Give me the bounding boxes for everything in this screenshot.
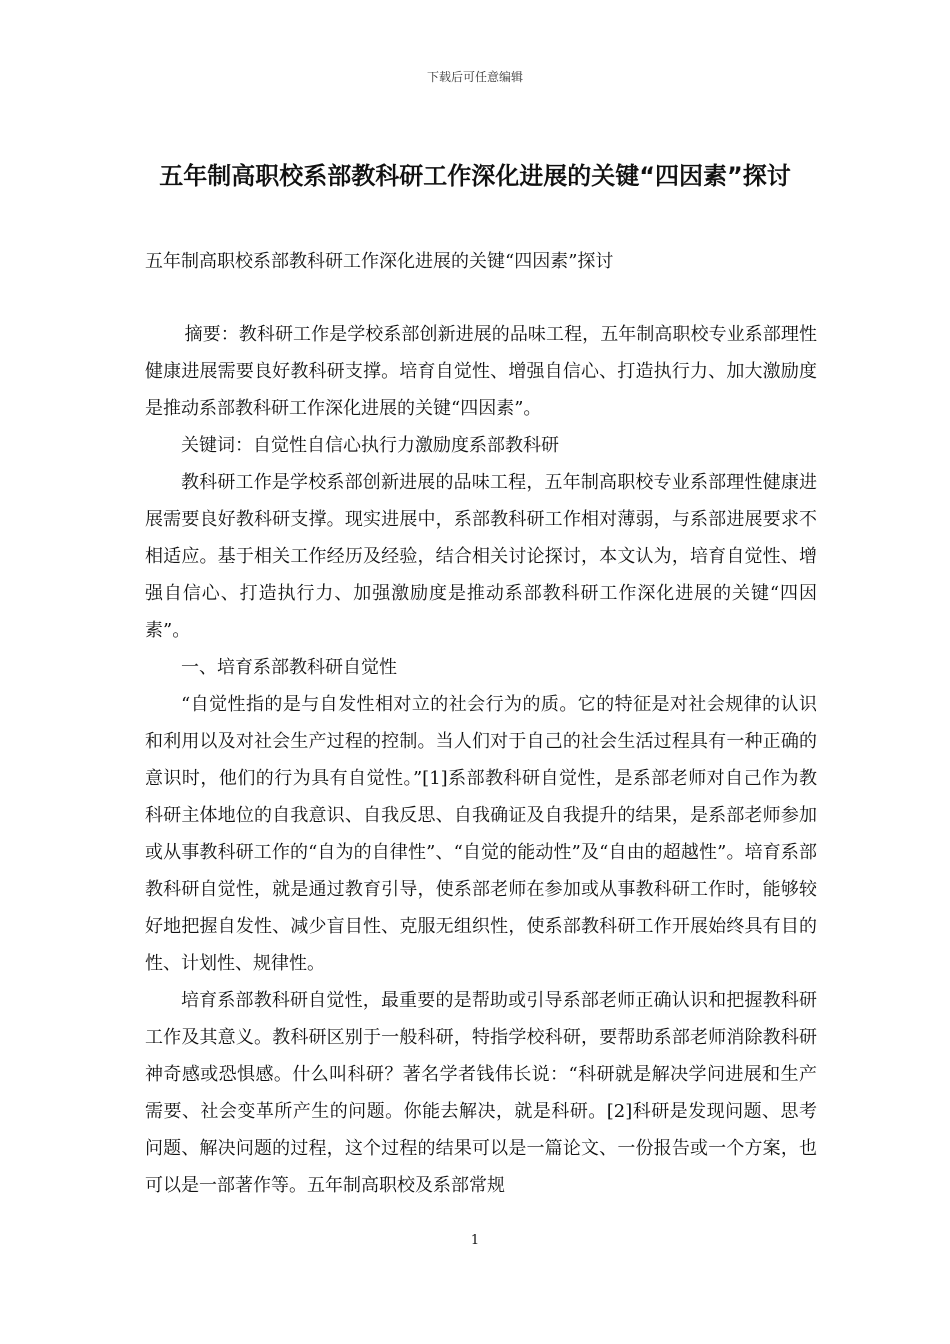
section-heading: 一、培育系部教科研自觉性 xyxy=(181,657,397,678)
header-note: 下载后可任意编辑 xyxy=(426,70,523,84)
body-paragraph: 教科研工作是学校系部创新进展的品味工程，五年制高职校专业系部理性健康进展需要良好教科研支撑。现实进展中，系部教科研工作相对薄弱，与系部进展要求不相适应。基于相关工作经历及经验，结合相关讨论探讨，本文认为，培育自觉性、增强自信心、打造执行力、加强激励度是推动系部教科研工作深化进展的关键“四因素”。 xyxy=(145,472,817,641)
body-paragraph: 培育系部教科研自觉性，最重要的是帮助或引导系部老师正确认识和把握教科研工作及其意义。教科研区别于一般科研，特指学校科研，要帮助系部老师消除教科研神奇感或恐惧感。什么叫科研？著名学者钱伟长说：“科研就是解决学问进展和生产需要、社会变革所产生的问题。你能去解决，就是科研。[2]科研是发现问题、思考问题、解决问题的过程，这个过程的结果可以是一篇论文、一份报告或一个方案，也可以是一部著作等。五年制高职校及系部常规 xyxy=(145,990,817,1196)
body-paragraph: “自觉性指的是与自发性相对立的社会行为的质。它的特征是对社会规律的认识和利用以及对社会生产过程的控制。当人们对于自己的社会生活过程具有一种正确的意识时，他们的行为具有自觉性。”[1]系部教科研自觉性，是系部老师对自己作为教科研主体地位的自我意识、自我反思、自我确证及自我提升的结果，是系部老师参加或从事教科研工作的“自为的自律性”、“自觉的能动性”及“自由的超越性”。培育系部教科研自觉性，就是通过教育引导，使系部老师在参加或从事教科研工作时，能够较好地把握自发性、减少盲目性、克服无组织性，使系部教科研工作开展始终具有目的性、计划性、规律性。 xyxy=(145,694,817,974)
keywords-paragraph: 关键词：自觉性自信心执行力激励度系部教科研 xyxy=(181,435,559,456)
document-subtitle: 五年制高职校系部教科研工作深化进展的关键“四因素”探讨 xyxy=(145,251,614,272)
document-body xyxy=(145,316,817,1204)
document-title: 五年制高职校系部教科研工作深化进展的关键“四因素”探讨 xyxy=(159,162,791,190)
page-number: 1 xyxy=(470,1233,480,1248)
abstract-paragraph: 摘要：教科研工作是学校系部创新进展的品味工程，五年制高职校专业系部理性健康进展需要良好教科研支撑。培育自觉性、增强自信心、打造执行力、加大激励度是推动系部教科研工作深化进展的关键“四因素”。 xyxy=(145,324,817,419)
